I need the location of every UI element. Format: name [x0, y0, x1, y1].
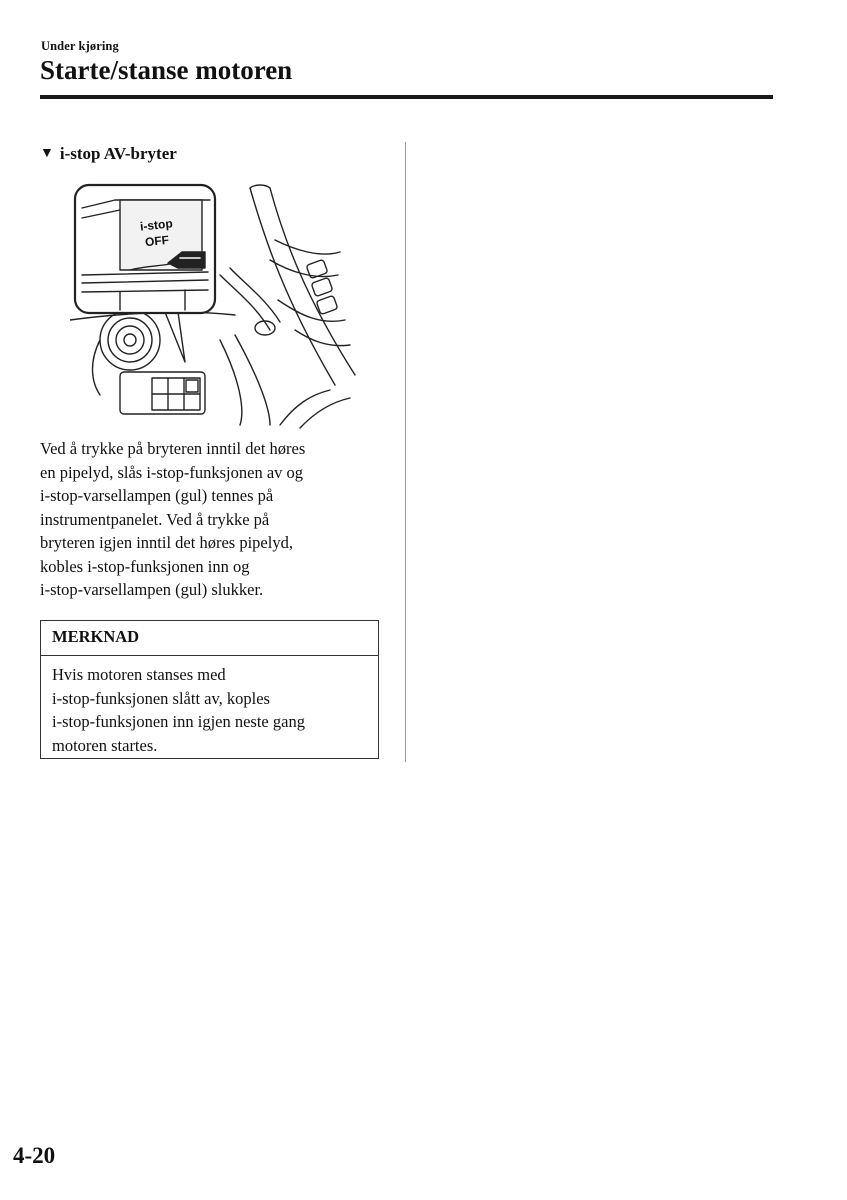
- triangle-down-icon: ▼: [40, 146, 54, 161]
- body-line: i-stop-varsellampen (gul) tennes på: [40, 486, 274, 505]
- note-line: Hvis motoren stanses med: [52, 665, 226, 684]
- note-line: motoren startes.: [52, 735, 158, 755]
- dashboard-illustration: [70, 180, 360, 430]
- button-label-line2: OFF: [144, 232, 170, 250]
- page-number: 4-20: [13, 1143, 56, 1168]
- body-line: en pipelyd, slås i-stop-funksjonen av og: [40, 462, 304, 482]
- section-label: Under kjøring: [41, 39, 119, 53]
- subsection-title: i-stop AV-bryter: [59, 144, 177, 163]
- body-line: instrumentpanelet. Ved å trykke på: [40, 509, 270, 529]
- body-paragraph: [40, 437, 380, 602]
- figure-istop-switch: [70, 180, 360, 430]
- page-title: Starte/stanse motoren: [40, 55, 293, 85]
- note-line: i-stop-funksjonen slått av, koples: [52, 688, 270, 708]
- note-box: [40, 620, 379, 759]
- button-label-line1: i-stop: [139, 216, 174, 234]
- note-line: i-stop-funksjonen inn igjen neste gang: [52, 712, 305, 731]
- body-line: i-stop-varsellampen (gul) slukker.: [40, 580, 264, 599]
- body-line: kobles i-stop-funksjonen inn og: [40, 556, 250, 576]
- note-text: [41, 656, 378, 757]
- column-divider: [405, 142, 406, 762]
- subsection-heading: [40, 144, 177, 164]
- body-line: Ved å trykke på bryteren inntil det høres: [40, 439, 306, 458]
- body-line: bryteren igjen inntil det høres pipelyd,: [40, 533, 293, 552]
- note-heading: MERKNAD: [41, 621, 378, 656]
- title-rule: [40, 95, 773, 99]
